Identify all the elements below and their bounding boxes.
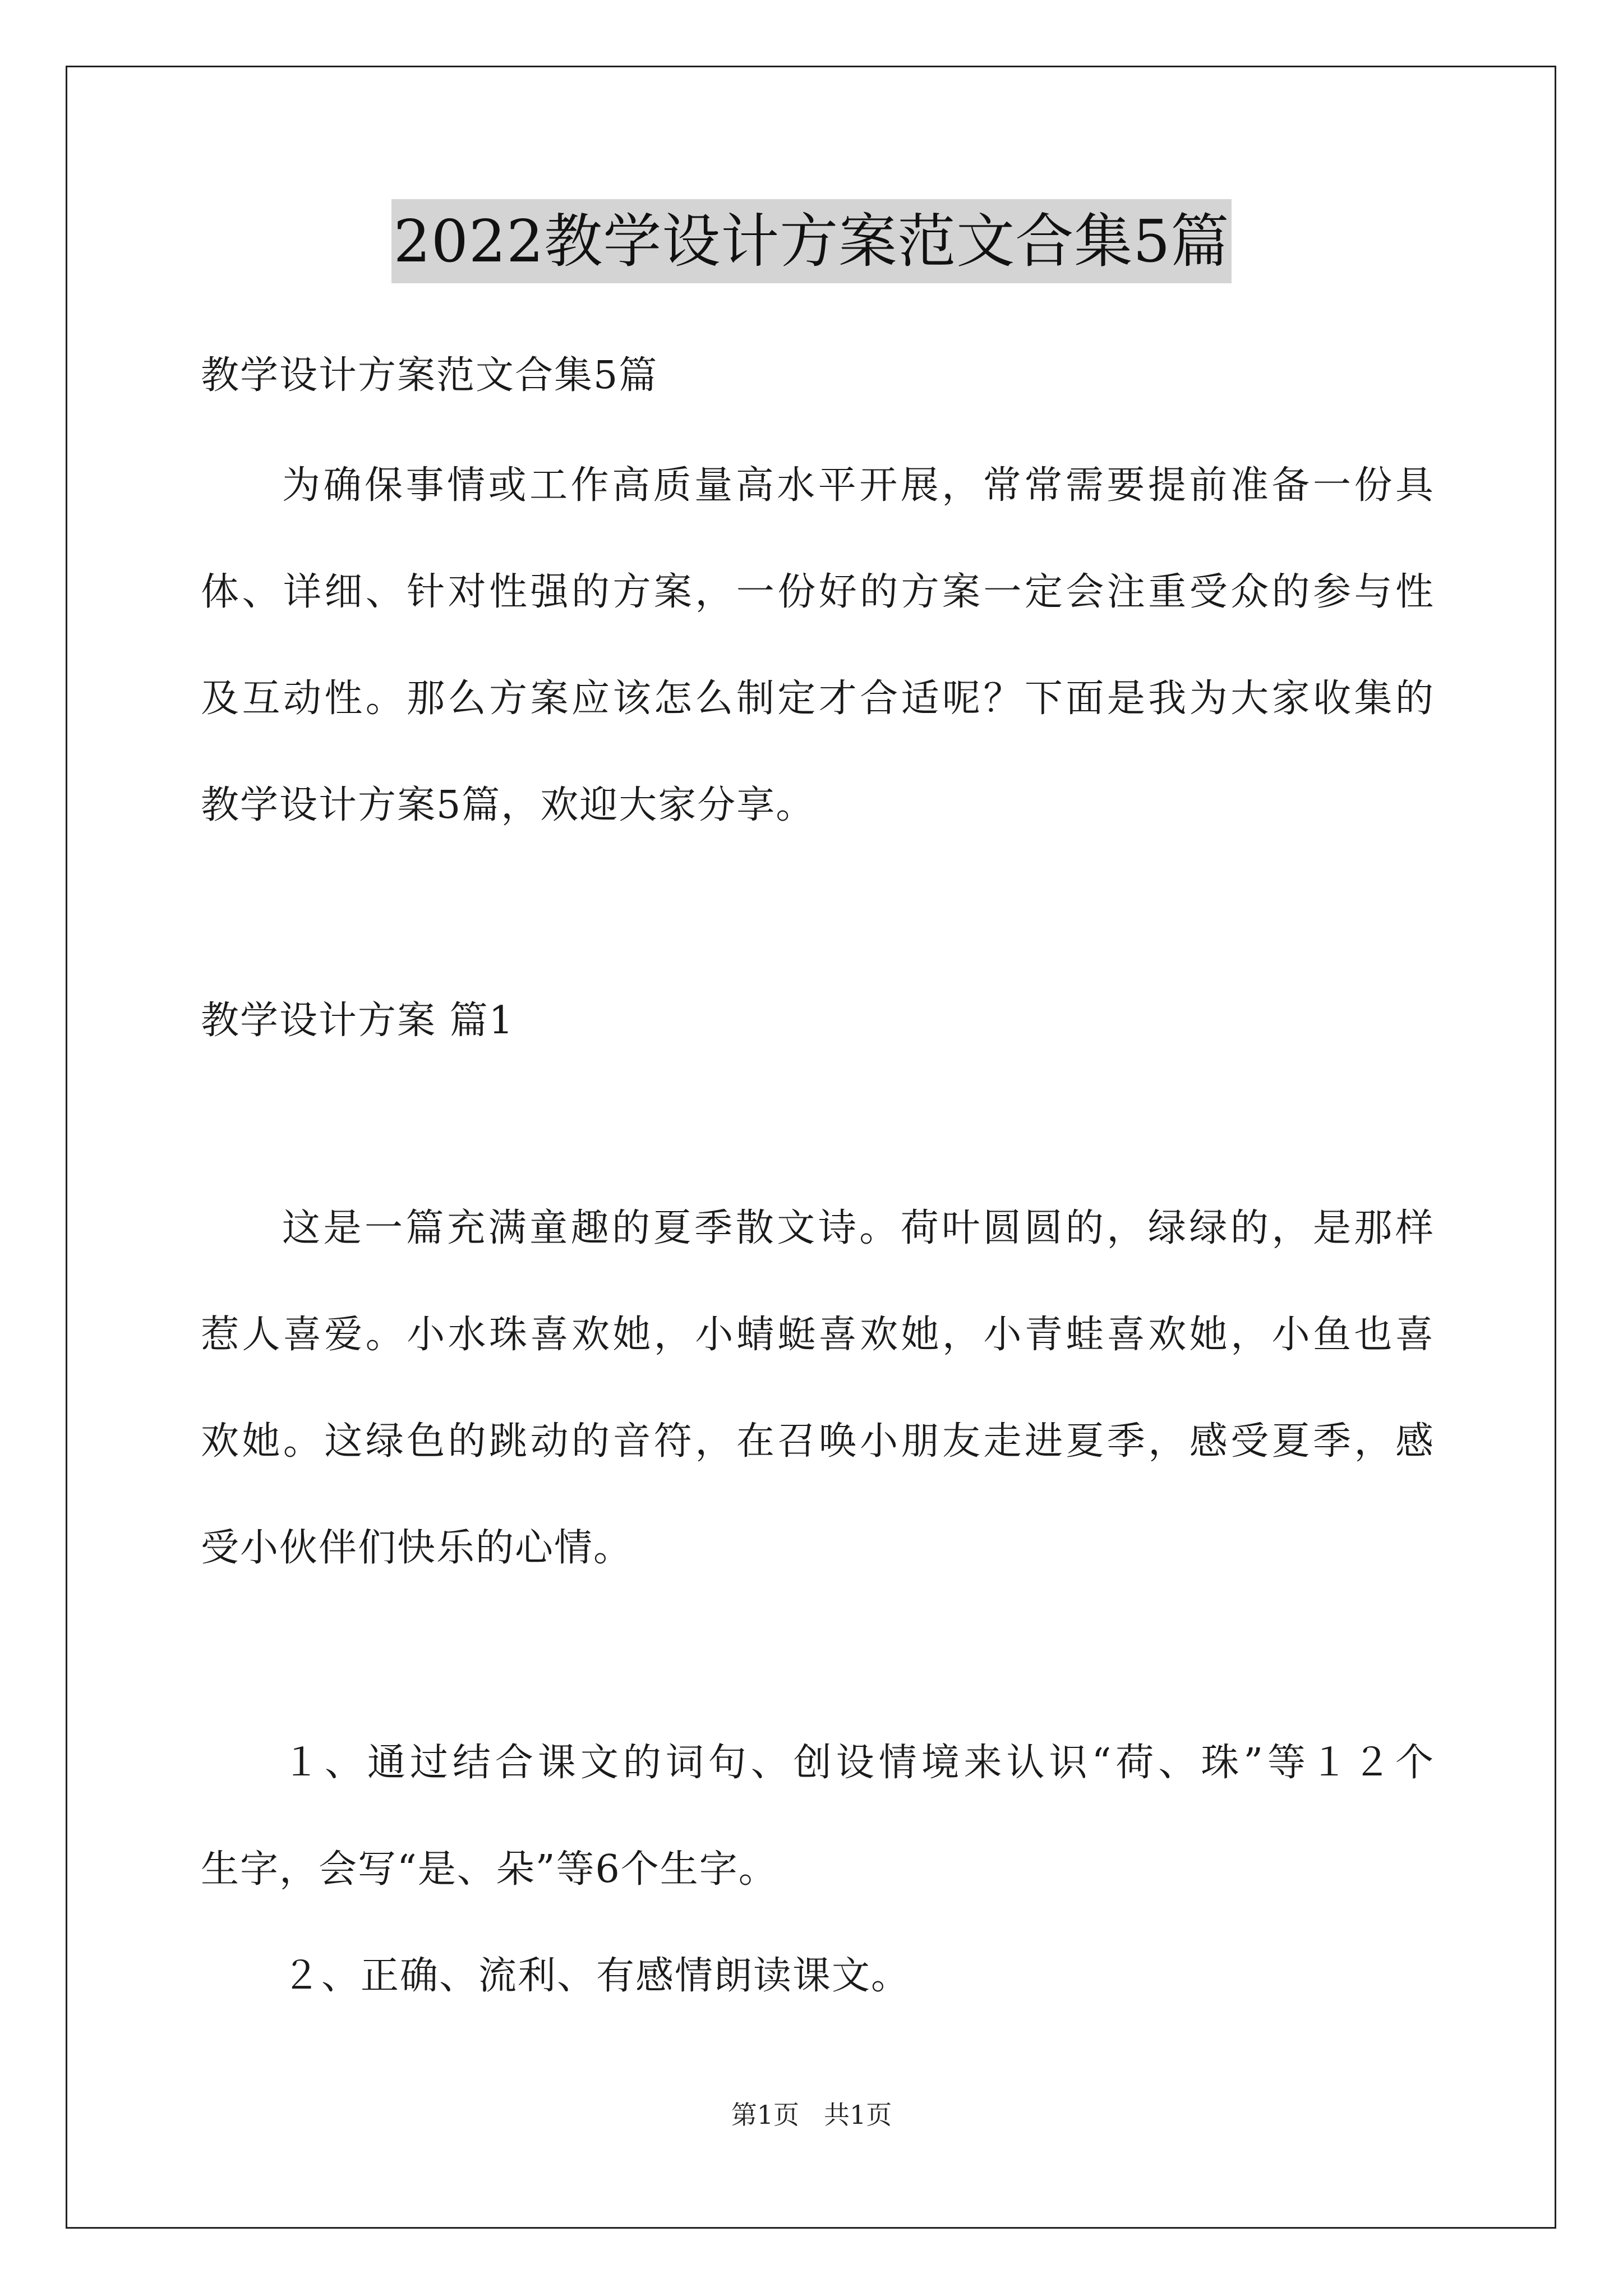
section-line-4: 受小伙伴们快乐的心情。	[201, 1526, 633, 1570]
document-subtitle: 教学设计方案范文合集5篇	[201, 353, 658, 398]
goal-line-3: ２、正确、流利、有感情朗读课文。	[282, 1954, 911, 1998]
title-container	[0, 199, 1623, 283]
section-line-1: 这是一篇充满童趣的夏季散文诗。荷叶圆圆的，绿绿的，是那样	[282, 1206, 1435, 1250]
page-footer	[0, 2098, 1623, 2132]
page-total: 共1页	[823, 2100, 892, 2130]
goal-line-2: 生字，会写“是、朵”等6个生字。	[201, 1847, 778, 1892]
intro-line-4: 教学设计方案5篇，欢迎大家分享。	[201, 783, 815, 827]
section-line-3: 欢她。这绿色的跳动的音符，在召唤小朋友走进夏季，感受夏季，感	[201, 1419, 1435, 1464]
page-number: 第1页	[731, 2100, 800, 2130]
section-heading: 教学设计方案 篇1	[201, 999, 514, 1043]
document-title: 2022教学设计方案范文合集5篇	[391, 199, 1232, 283]
intro-line-2: 体、详细、针对性强的方案，一份好的方案一定会注重受众的参与性	[201, 570, 1435, 614]
section-line-2: 惹人喜爱。小水珠喜欢她，小蜻蜓喜欢她，小青蛙喜欢她，小鱼也喜	[201, 1313, 1435, 1357]
intro-line-3: 及互动性。那么方案应该怎么制定才合适呢？下面是我为大家收集的	[201, 677, 1435, 721]
goal-line-1: １、通过结合课文的词句、创设情境来认识“荷、珠”等１２个	[282, 1741, 1435, 1785]
intro-line-1: 为确保事情或工作高质量高水平开展，常常需要提前准备一份具	[282, 463, 1435, 508]
